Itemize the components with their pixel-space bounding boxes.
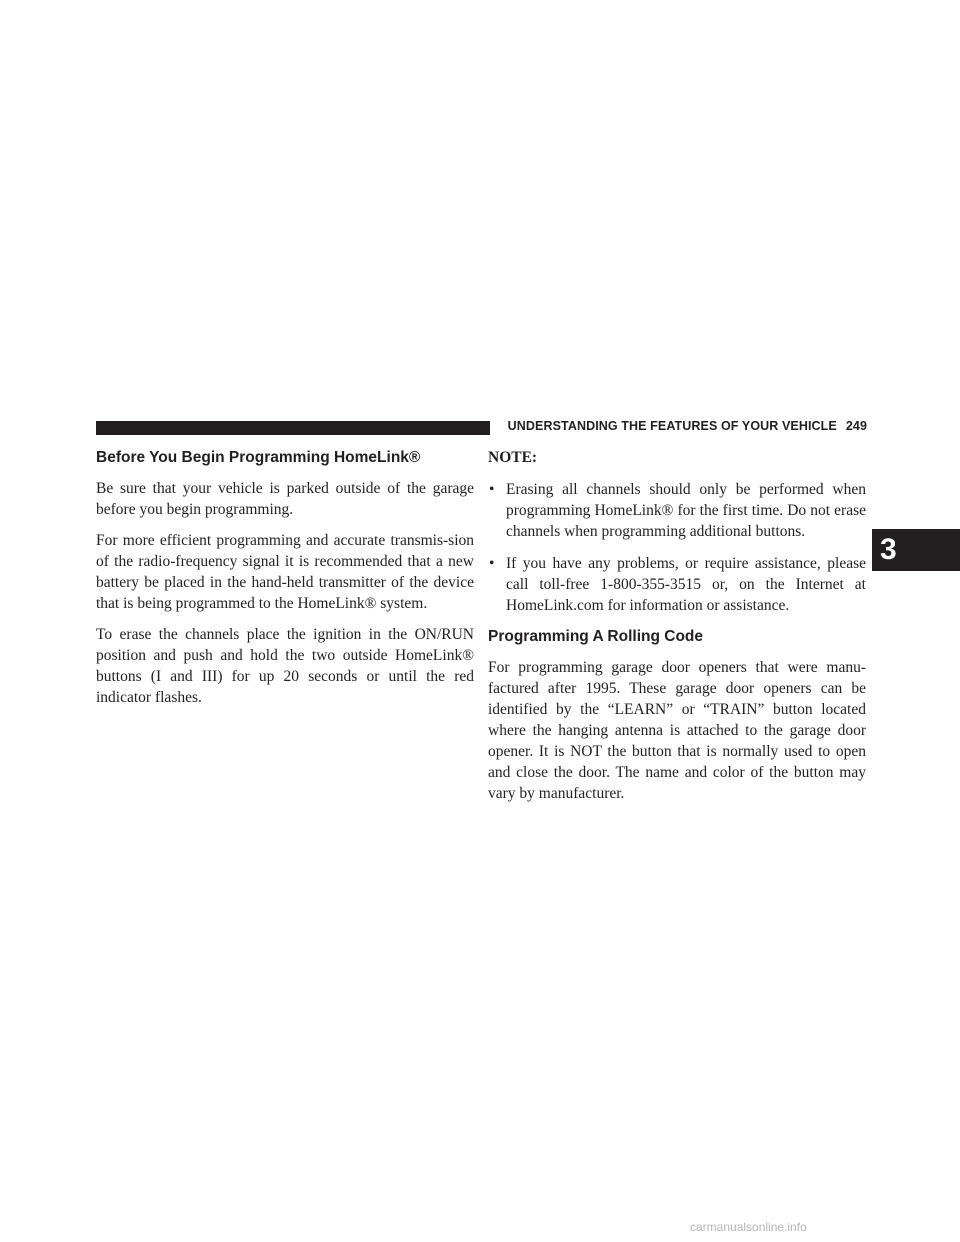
paragraph: Be sure that your vehicle is parked outside of the garage before you begin programming. (96, 480, 474, 518)
chapter-tab: 3 (872, 529, 960, 571)
right-column (488, 448, 866, 814)
section-heading-rolling-code: Programming A Rolling Code (488, 628, 703, 645)
paragraph: For more efficient programming and accurate transmis-sion of the radio-frequency signal it is recommended that a new battery be placed in the hand-held transmitter of the device that is being programmed to the HomeLink® system. (96, 532, 474, 612)
note-list (488, 479, 866, 616)
bullet-icon: • (489, 481, 495, 498)
page-number: 249 (845, 419, 867, 433)
header-title: UNDERSTANDING THE FEATURES OF YOUR VEHICLE (507, 419, 837, 433)
paragraph: For programming garage door openers that were manu-factured after 1995. These garage door openers can be identified by the “LEARN” or “TRAIN” button located where the hanging antenna is attached to the garage door opener. It is NOT the button that is normally used to open and close the door. The name and color of the button may vary by manufacturer. (488, 659, 866, 802)
note-item (488, 553, 866, 616)
header-rule (96, 421, 490, 435)
note-item (488, 479, 866, 542)
bullet-icon: • (489, 555, 495, 572)
note-text: Erasing all channels should only be performed when programming HomeLink® for the first time. Do not erase channels when programming additional buttons. (506, 481, 866, 540)
left-column (96, 448, 474, 718)
note-title: NOTE: (488, 449, 538, 466)
watermark: carmanualsonline.info (690, 1220, 807, 1234)
paragraph: To erase the channels place the ignition in the ON/RUN position and push and hold the two outside HomeLink® buttons (I and III) for up 20 seconds or until the red indicator flashes. (96, 626, 474, 706)
section-heading-before-you-begin: Before You Begin Programming HomeLink® (96, 449, 421, 466)
note-text: If you have any problems, or require assistance, please call toll-free 1-800-355-3515 or, on the Internet at HomeLink.com for information or assistance. (506, 555, 866, 614)
running-header (497, 419, 867, 433)
